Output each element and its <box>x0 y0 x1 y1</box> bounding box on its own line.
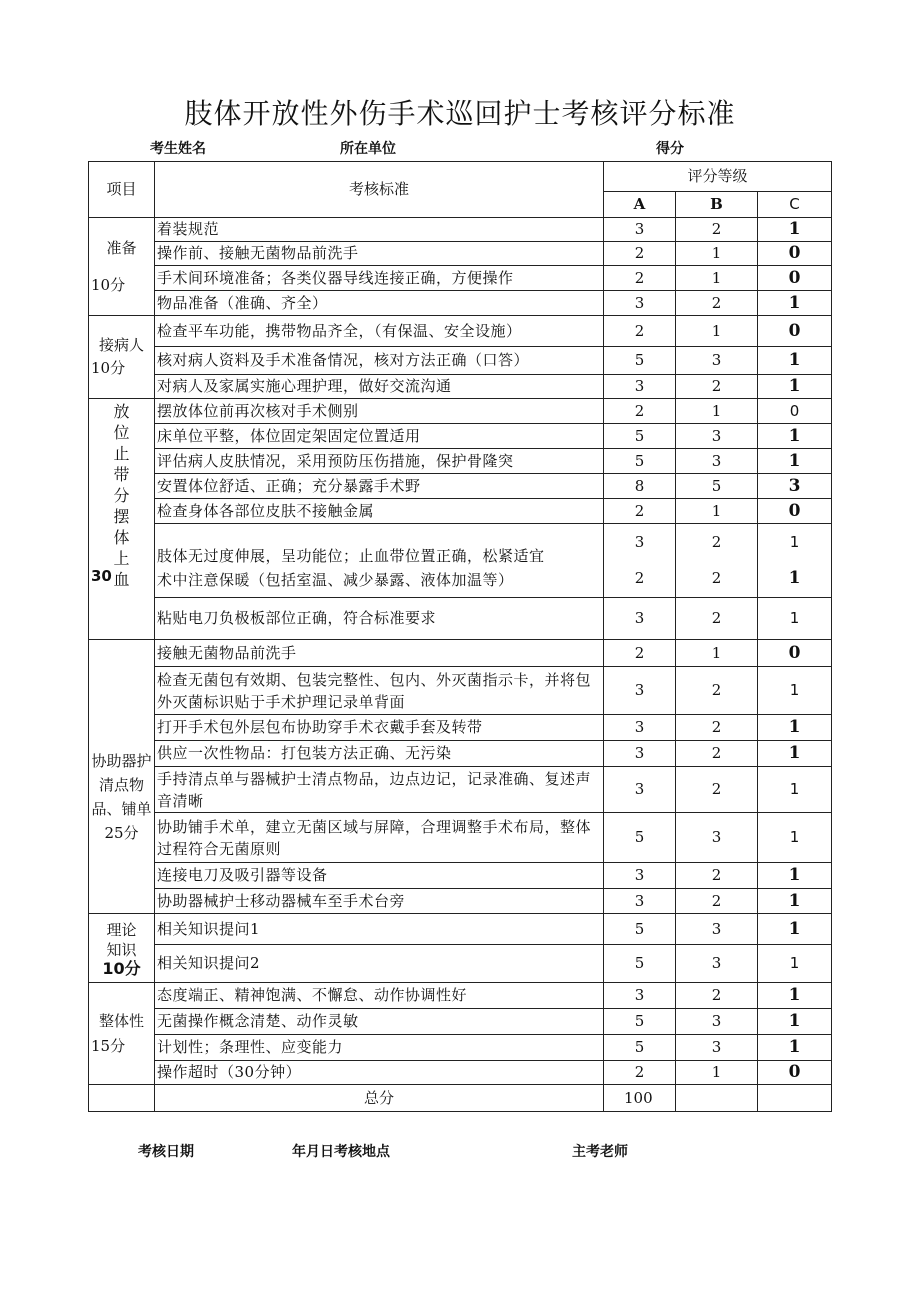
table-row: 物品准备（准确、齐全） <box>155 291 604 316</box>
section-receive <box>89 316 155 399</box>
score-c: 0 <box>758 640 832 667</box>
score-a: 5 <box>604 914 676 945</box>
header-standard: 考核标准 <box>155 162 604 218</box>
score-b: 1 <box>676 499 758 524</box>
header-b: B <box>676 192 758 218</box>
row-text-line2: 术中注意保暖（包括室温、减少暴露、液体加温等） <box>157 571 514 589</box>
table-row: 检查无菌包有效期、包装完整性、包内、外灭菌指示卡，并将包外灭菌标识贴于手术护理记录单背面 <box>155 667 604 715</box>
score-b: 3 <box>676 1009 758 1035</box>
table-row: 核对病人资料及手术准备情况，核对方法正确（口答） <box>155 347 604 375</box>
section-overall-title: 整体性 <box>98 1011 144 1030</box>
score-c: 0 <box>758 1061 832 1085</box>
score-table <box>88 161 832 1112</box>
table-row: 接触无菌物品前洗手 <box>155 640 604 667</box>
score-a: 3 <box>604 218 676 242</box>
score-b: 2 <box>676 667 758 715</box>
score-b: 2 <box>676 598 758 640</box>
score-c: 1 <box>758 667 832 715</box>
score-a: 2 <box>604 399 676 424</box>
score-c: 0 <box>758 242 832 266</box>
score-a: 3 <box>604 863 676 889</box>
score-c <box>758 524 832 598</box>
section-assist <box>89 640 155 914</box>
header-a: A <box>604 192 676 218</box>
section-overall <box>89 983 155 1085</box>
score-a: 5 <box>604 1035 676 1061</box>
score-b-2: 2 <box>711 569 722 587</box>
score-c: 1 <box>758 983 832 1009</box>
score-a: 3 <box>604 889 676 914</box>
section-position-points: 30 <box>91 567 112 585</box>
score-b: 3 <box>676 813 758 863</box>
table-row: 态度端正、精神饱满、不懈怠、动作协调性好 <box>155 983 604 1009</box>
score-label: 得分 <box>656 141 684 157</box>
table-row: 手持清点单与器械护士清点物品，边点边记，记录准确、复述声音清晰 <box>155 767 604 813</box>
score-a: 5 <box>604 449 676 474</box>
score-b: 2 <box>676 741 758 767</box>
score-b: 2 <box>676 291 758 316</box>
page-title: 肢体开放性外伤手术巡回护士考核评分标准 <box>184 97 736 130</box>
table-row: 摆放体位前再次核对手术侧别 <box>155 399 604 424</box>
score-a: 8 <box>604 474 676 499</box>
score-b: 2 <box>676 218 758 242</box>
score-a-2: 2 <box>634 569 645 587</box>
table-row: 连接电刀及吸引器等设备 <box>155 863 604 889</box>
score-b: 1 <box>676 316 758 347</box>
table-row: 检查身体各部位皮肤不接触金属 <box>155 499 604 524</box>
table-row: 操作超时（30分钟） <box>155 1061 604 1085</box>
score-a: 2 <box>604 640 676 667</box>
score-b: 3 <box>676 424 758 449</box>
score-c: 1 <box>758 889 832 914</box>
score-c: 1 <box>758 424 832 449</box>
section-receive-points: 10分 <box>91 359 126 377</box>
score-c: 0 <box>758 316 832 347</box>
score-c: 1 <box>758 813 832 863</box>
score-b: 1 <box>676 266 758 291</box>
score-c: 1 <box>758 741 832 767</box>
score-a: 2 <box>604 499 676 524</box>
table-row: 打开手术包外层包布协助穿手术衣戴手套及转带 <box>155 715 604 741</box>
score-a: 5 <box>604 347 676 375</box>
table-row: 操作前、接触无菌物品前洗手 <box>155 242 604 266</box>
table-row <box>155 524 604 598</box>
table-row: 对病人及家属实施心理护理，做好交流沟通 <box>155 375 604 399</box>
section-assist-title: 协助器护清点物品、铺单25分 <box>91 751 152 842</box>
score-b: 2 <box>676 767 758 813</box>
score-b: 2 <box>676 983 758 1009</box>
section-position-title: 放位止带分摆体上血 <box>113 402 130 589</box>
examinee-name-label: 考生姓名 <box>150 141 206 157</box>
score-c-2: 1 <box>788 568 801 588</box>
score-c: 1 <box>758 1035 832 1061</box>
header-c: C <box>758 192 832 218</box>
table-row: 检查平车功能，携带物品齐全，（有保温、安全设施） <box>155 316 604 347</box>
score-b: 3 <box>676 914 758 945</box>
score-a: 3 <box>604 767 676 813</box>
score-c: 0 <box>758 499 832 524</box>
table-row: 计划性；条理性、应变能力 <box>155 1035 604 1061</box>
examiner-label: 主考老师 <box>572 1144 628 1160</box>
score-c-1: 1 <box>789 533 800 551</box>
score-b: 3 <box>676 945 758 983</box>
section-theory <box>89 914 155 983</box>
score-a: 3 <box>604 983 676 1009</box>
table-row: 相关知识提问1 <box>155 914 604 945</box>
score-b: 3 <box>676 449 758 474</box>
table-row: 安置体位舒适、正确；充分暴露手术野 <box>155 474 604 499</box>
header-grade: 评分等级 <box>604 162 832 192</box>
score-a-1: 3 <box>634 533 645 551</box>
score-c: 3 <box>758 474 832 499</box>
score-a: 5 <box>604 945 676 983</box>
score-a: 3 <box>604 598 676 640</box>
table-row: 供应一次性物品：打包装方法正确、无污染 <box>155 741 604 767</box>
score-b: 1 <box>676 242 758 266</box>
row-text-line1: 肢体无过度伸展，呈功能位；止血带位置正确，松紧适宜 <box>157 547 545 565</box>
score-a: 2 <box>604 316 676 347</box>
score-c: 1 <box>758 291 832 316</box>
score-c: 1 <box>758 945 832 983</box>
score-a: 2 <box>604 266 676 291</box>
table-row: 无菌操作概念清楚、动作灵敏 <box>155 1009 604 1035</box>
section-position <box>89 399 155 640</box>
score-c: 1 <box>758 863 832 889</box>
score-a: 3 <box>604 667 676 715</box>
exam-place-label: 年月日考核地点 <box>292 1144 390 1160</box>
score-c: 1 <box>758 715 832 741</box>
score-a: 5 <box>604 813 676 863</box>
score-a: 3 <box>604 375 676 399</box>
table-row: 相关知识提问2 <box>155 945 604 983</box>
score-b-1: 2 <box>711 533 722 551</box>
score-c: 0 <box>758 399 832 424</box>
section-theory-points: 10分 <box>102 958 141 978</box>
table-row: 着装规范 <box>155 218 604 242</box>
score-c: 1 <box>758 914 832 945</box>
section-theory-title: 理论知识 <box>106 920 137 959</box>
score-a: 5 <box>604 424 676 449</box>
table-row: 床单位平整，体位固定架固定位置适用 <box>155 424 604 449</box>
total-b-blank <box>676 1085 758 1112</box>
table-row: 手术间环境准备；各类仪器导线连接正确，方便操作 <box>155 266 604 291</box>
section-prep-points: 10分 <box>91 275 126 294</box>
score-b: 2 <box>676 715 758 741</box>
score-b: 2 <box>676 863 758 889</box>
score-a: 5 <box>604 1009 676 1035</box>
score-a: 3 <box>604 291 676 316</box>
score-a: 2 <box>604 242 676 266</box>
score-b: 2 <box>676 889 758 914</box>
table-row: 粘贴电刀负极板部位正确，符合标准要求 <box>155 598 604 640</box>
table-row: 协助器械护士移动器械车至手术台旁 <box>155 889 604 914</box>
table-row: 协助铺手术单，建立无菌区域与屏障，合理调整手术布局，整体过程符合无菌原则 <box>155 813 604 863</box>
table-row: 评估病人皮肤情况，采用预防压伤措施，保护骨隆突 <box>155 449 604 474</box>
score-b: 1 <box>676 399 758 424</box>
section-overall-points: 15分 <box>91 1036 126 1055</box>
score-b: 1 <box>676 1061 758 1085</box>
section-receive-title: 接病人 <box>98 336 144 354</box>
score-a: 2 <box>604 1061 676 1085</box>
section-prep-title: 准备 <box>106 238 137 257</box>
score-c: 1 <box>758 767 832 813</box>
score-b <box>676 524 758 598</box>
score-b: 5 <box>676 474 758 499</box>
score-a: 3 <box>604 715 676 741</box>
score-c: 1 <box>758 375 832 399</box>
score-c: 1 <box>758 1009 832 1035</box>
total-value: 100 <box>604 1085 676 1112</box>
score-c: 1 <box>758 449 832 474</box>
score-b: 2 <box>676 375 758 399</box>
score-c: 0 <box>758 266 832 291</box>
score-a <box>604 524 676 598</box>
score-a: 3 <box>604 741 676 767</box>
unit-label: 所在单位 <box>340 141 396 157</box>
score-b: 3 <box>676 1035 758 1061</box>
total-c-blank <box>758 1085 832 1112</box>
total-label: 总分 <box>155 1085 604 1112</box>
score-c: 1 <box>758 598 832 640</box>
exam-date-label: 考核日期 <box>138 1144 194 1160</box>
section-prep <box>89 218 155 316</box>
score-b: 3 <box>676 347 758 375</box>
score-c: 1 <box>758 347 832 375</box>
score-b: 1 <box>676 640 758 667</box>
total-blank <box>89 1085 155 1112</box>
header-item: 项目 <box>89 162 155 218</box>
score-c: 1 <box>758 218 832 242</box>
